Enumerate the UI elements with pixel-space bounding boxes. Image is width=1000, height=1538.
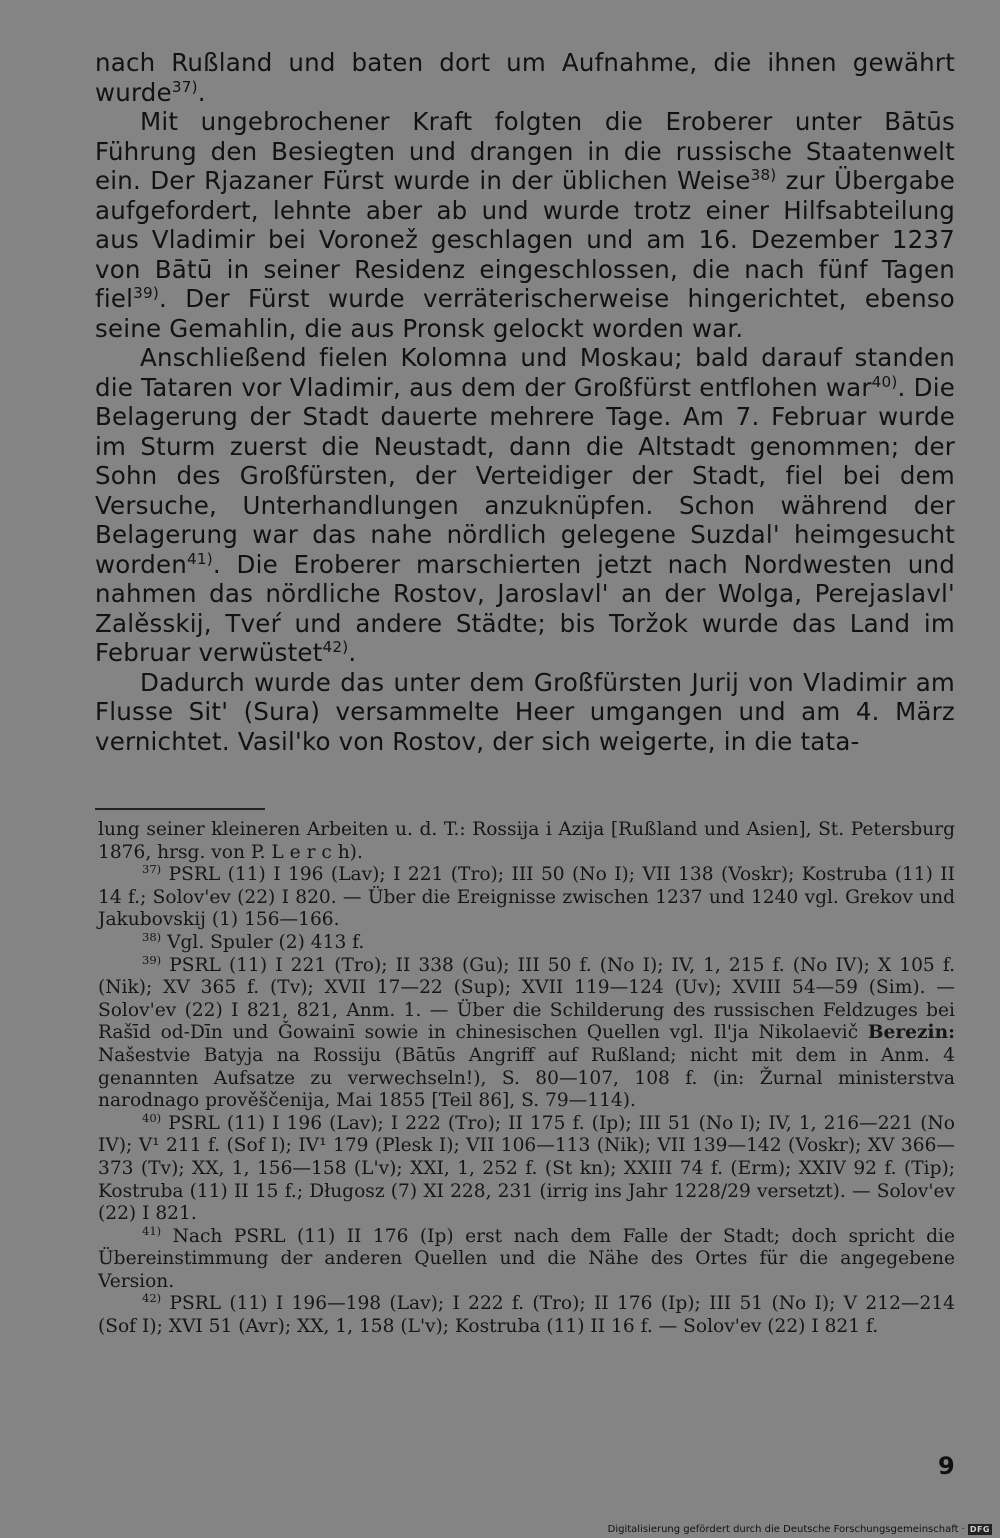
footnote-reference: 42) <box>142 1291 162 1306</box>
footnotes <box>98 819 955 1339</box>
footnote-reference: 38) <box>750 165 777 184</box>
footnote <box>98 1293 955 1338</box>
text-run: zur Übergabe aufgefordert, lehnte aber ab und wurde trotz einer Hilfsabteilung aus Vladimir bei Voronež geschlagen und am 16. Dezember 1237 von Bātū in seiner Residenz eingeschlossen, die nach fünf Tagen fiel <box>95 166 955 313</box>
footnote-reference: 40) <box>871 372 898 391</box>
paragraph <box>95 343 955 668</box>
text-run: Dadurch wurde das unter dem Großfürsten Jurij von Vladimir am Flusse Sit' (Sura) versammelte Heer umgangen und am 4. März vernichtet. Vasil'ko von Rostov, der sich weigerte, in die tata- <box>95 667 955 756</box>
text-run: Anschließend fielen Kolomna und Moskau; bald darauf standen die Tataren vor Vladimir, aus dem der Großfürst entflohen war <box>95 343 955 402</box>
text-run: . Der Fürst wurde verräterischerweise hingerichtet, ebenso seine Gemahlin, die aus Pronsk gelockt worden war. <box>95 284 955 343</box>
footnote-reference: 40) <box>142 1110 162 1125</box>
footnote-reference: 42) <box>322 637 349 656</box>
credit-text: Digitalisierung gefördert durch die Deutsche Forschungsgemeinschaft · <box>607 1524 965 1535</box>
footnote-reference: 41) <box>187 549 213 568</box>
digitization-credit <box>608 1524 992 1535</box>
text-run: Nach PSRL (11) II 176 (Ip) erst nach dem Falle der Stadt; doch spricht die Übereinstimmung der anderen Quellen und die Nähe des Ortes für die angegebene Version. <box>98 1225 955 1292</box>
footnote <box>98 864 955 932</box>
paragraph <box>95 668 955 757</box>
footnote-reference: 38) <box>142 929 162 944</box>
footnote <box>98 952 955 1113</box>
text-run: . Die Eroberer marschierten jetzt nach Nordwesten und nahmen das nördliche Rostov, Jaroslavl' an der Wolga, Perejaslavl' Zalěsskij, Tveŕ und andere Städte; bis Toržok wurde das Land im Februar verwüstet <box>95 549 955 667</box>
main-text <box>95 48 955 756</box>
text-run: Našestvie Batyja na Rossiju (Bātūs Angriff auf Rußland; nicht mit dem in Anm. 4 genannten Aufsatze zu verwechseln!), S. 80—107, 108 f. (in: Žurnal ministerstva narodnago prověščenija, Mai 1855 [Teil 86], S. 79—114). <box>98 1044 955 1112</box>
footnote-separator <box>95 808 265 810</box>
footnote <box>98 819 955 864</box>
text-run: PSRL (11) I 196 (Lav); I 221 (Tro); III 50 (No I); VII 138 (Voskr); Kostruba (11) II 14 f.; Solov'ev (22) I 820. — Über die Ereignisse zwischen 1237 und 1240 vgl. Grekov und Jakubovskij (1) 156—166. <box>98 864 955 931</box>
text-run: lung seiner kleineren Arbeiten u. d. T.: Rossija i Azija [Rußland und Asien], St. Petersburg 1876, hrsg. von P. L e r c h). <box>98 819 955 863</box>
text-run: PSRL (11) I 196 (Lav); I 222 (Tro); II 175 f. (Ip); III 51 (No I); IV, 1, 216—221 (No IV); V¹ 211 f. (Sof I); IV¹ 179 (Plesk I); VII 106—113 (Nik); VII 139—142 (Voskr); XV 366—373 (Tv); XX, 1, 156—158 (L'v); XXI, 1, 252 f. (St kn); XXIII 74 f. (Erm); XXIV 92 f. (Tip); Kostruba (11) II 15 f.; Długosz (7) XI 228, 231 (irrig ins Jahr 1228/29 versetzt). — Solov'ev (22) I 821. <box>98 1112 955 1225</box>
footnote <box>98 929 955 955</box>
paragraph <box>95 107 955 343</box>
text-run: . <box>348 638 357 667</box>
text-run: . Die Belagerung der Stadt dauerte mehrere Tage. Am 7. Februar wurde im Sturm zuerst die Neustadt, dann die Altstadt genommen; der Sohn des Großfürsten, der Verteidiger der Stadt, fiel bei dem Versuche, Unterhandlungen anzuknüpfen. Schon während der Belagerung war das nahe nördlich gelegene Suzdal' heimgesucht worden <box>95 372 955 579</box>
text-run: PSRL (11) I 196—198 (Lav); I 222 f. (Tro); II 176 (Ip); III 51 (No I); V 212—214 (Sof I); XVI 51 (Avr); XX, 1, 158 (L'v); Kostruba (11) II 16 f. — Solov'ev (22) I 821 f. <box>98 1293 955 1338</box>
text-run: PSRL (11) I 221 (Tro); II 338 (Gu); III 50 f. (No I); IV, 1, 215 f. (No IV); X 105 f. (Nik); XV 365 f. (Tv); XVII 17—22 (Sup); XVII 119—124 (Uv); XVIII 54—59 (Sim). — Solov'ev (22) I 821, 821, Anm. 1. — Über die Schilderung des russischen Feldzuges bei Rašīd od-Dīn und Ǧowainī sowie in chinesischen Quellen vgl. Il'ja Nikolaevič <box>98 954 955 1044</box>
text-run: Vgl. Spuler (2) 413 f. <box>161 931 365 953</box>
footnote-reference: 37) <box>142 862 162 876</box>
footnote-reference: 39) <box>142 952 162 967</box>
footnote <box>98 1223 955 1294</box>
text-run: . <box>197 77 206 107</box>
paragraph <box>95 48 955 107</box>
text-run: nach Rußland und baten dort um Aufnahme, die ihnen gewährt wurde <box>95 48 955 107</box>
footnote-reference: 41) <box>142 1223 162 1238</box>
footnote <box>98 1110 955 1226</box>
footnote-reference: 39) <box>133 283 159 302</box>
dfg-logo: DFG <box>969 1525 990 1534</box>
text-run: Mit ungebrochener Kraft folgten die Eroberer unter Bātūs Führung den Besiegten und drangen in die russische Staatenwelt ein. Der Rjazaner Fürst wurde in der üblichen Weise <box>95 107 955 195</box>
page-number: 9 <box>938 1452 955 1480</box>
footnote-reference: 37) <box>171 77 198 96</box>
author-name: Berezin: <box>867 1022 955 1044</box>
